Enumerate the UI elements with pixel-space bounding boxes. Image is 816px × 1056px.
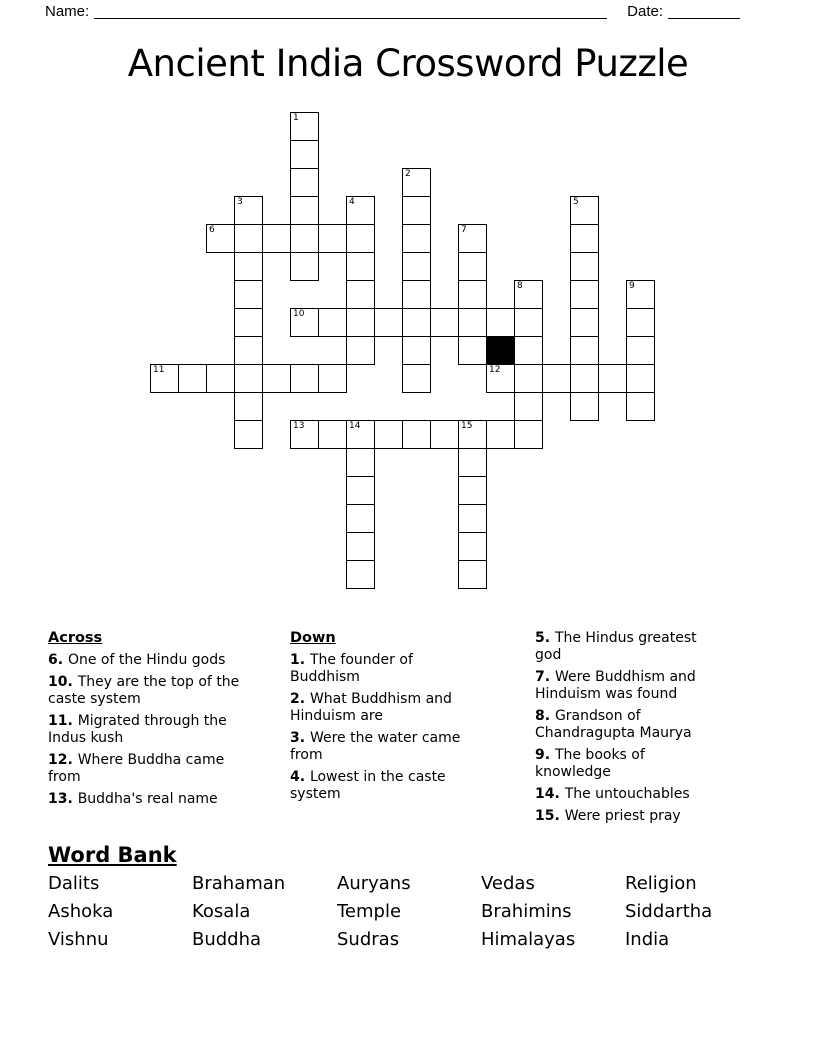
grid-cell bbox=[290, 252, 319, 281]
clue: 13. Buddha's real name bbox=[48, 791, 218, 807]
down-clues-list-2 bbox=[535, 630, 720, 825]
grid-cell bbox=[402, 364, 431, 393]
clue: 14. The untouchables bbox=[535, 786, 690, 802]
grid-cell bbox=[458, 252, 487, 281]
grid-cell bbox=[234, 392, 263, 421]
clue: 10. They are the top of the caste system bbox=[48, 674, 240, 707]
across-heading: Across bbox=[48, 630, 103, 646]
grid-cell bbox=[458, 336, 487, 365]
word-bank-word: Buddha bbox=[192, 929, 262, 950]
grid-cell bbox=[234, 336, 263, 365]
grid-cell bbox=[262, 224, 291, 253]
clue: 8. Grandson of Chandragupta Maurya bbox=[535, 708, 692, 741]
grid-cell bbox=[514, 420, 543, 449]
cell-number: 5 bbox=[573, 197, 579, 207]
grid-cell bbox=[206, 224, 235, 253]
grid-cell bbox=[570, 336, 599, 365]
word-bank-word: Vishnu bbox=[48, 929, 109, 950]
grid-cell bbox=[402, 280, 431, 309]
grid-cell bbox=[458, 448, 487, 477]
grid-cell bbox=[290, 308, 319, 337]
grid-cell bbox=[346, 308, 375, 337]
grid-cell bbox=[234, 196, 263, 225]
grid-cell bbox=[402, 336, 431, 365]
grid-cell bbox=[346, 224, 375, 253]
cell-number: 9 bbox=[629, 281, 635, 291]
clue: 6. One of the Hindu gods bbox=[48, 652, 226, 668]
word-bank-word: Siddartha bbox=[625, 901, 713, 922]
grid-cell bbox=[402, 420, 431, 449]
name-label: Name: bbox=[45, 3, 90, 20]
cell-number: 1 bbox=[293, 113, 299, 123]
cell-number: 8 bbox=[517, 281, 523, 291]
grid-cell bbox=[234, 280, 263, 309]
clue: 15. Were priest pray bbox=[535, 808, 681, 824]
clue-number: 2. bbox=[290, 691, 310, 707]
clue-number: 12. bbox=[48, 752, 78, 768]
word-bank-word: Ashoka bbox=[48, 901, 114, 922]
cell-number: 3 bbox=[237, 197, 243, 207]
clue: 2. What Buddhism and Hinduism are bbox=[290, 691, 452, 724]
clue-number: 10. bbox=[48, 674, 78, 690]
clue-number: 11. bbox=[48, 713, 78, 729]
grid-cell bbox=[486, 420, 515, 449]
grid-cell bbox=[234, 420, 263, 449]
down-heading: Down bbox=[290, 630, 336, 646]
grid-cell bbox=[290, 168, 319, 197]
grid-cell bbox=[458, 560, 487, 589]
word-bank-grid bbox=[48, 873, 770, 951]
grid-cell bbox=[234, 308, 263, 337]
grid-cell bbox=[570, 224, 599, 253]
cell-number: 10 bbox=[293, 309, 305, 319]
cell-number: 14 bbox=[349, 421, 361, 431]
grid-cell bbox=[514, 364, 543, 393]
cell-number: 11 bbox=[153, 365, 165, 375]
word-bank-word: Sudras bbox=[337, 929, 400, 950]
grid-cell bbox=[290, 140, 319, 169]
clue: 12. Where Buddha came from bbox=[48, 752, 225, 785]
grid-cell bbox=[290, 196, 319, 225]
grid-cell bbox=[178, 364, 207, 393]
grid-cell bbox=[626, 308, 655, 337]
cell-number: 15 bbox=[461, 421, 473, 431]
crossword-grid bbox=[150, 112, 655, 589]
word-bank-word: Auryans bbox=[337, 873, 411, 894]
down-clues-column-1 bbox=[290, 630, 468, 808]
grid-cell bbox=[346, 280, 375, 309]
grid-cell bbox=[262, 364, 291, 393]
grid-cell bbox=[458, 476, 487, 505]
clue: 9. The books of knowledge bbox=[535, 747, 645, 780]
date-label: Date: bbox=[627, 3, 663, 20]
grid-cell bbox=[514, 308, 543, 337]
grid-cell bbox=[486, 308, 515, 337]
grid-cell bbox=[570, 252, 599, 281]
cell-number: 7 bbox=[461, 225, 467, 235]
word-bank-word: Kosala bbox=[192, 901, 251, 922]
grid-cell bbox=[234, 252, 263, 281]
clue: 4. Lowest in the caste system bbox=[290, 769, 446, 802]
grid-cell bbox=[458, 308, 487, 337]
grid-cell bbox=[374, 420, 403, 449]
grid-cell bbox=[402, 196, 431, 225]
word-bank-word: Brahaman bbox=[192, 873, 286, 894]
grid-cell bbox=[346, 448, 375, 477]
clue-number: 14. bbox=[535, 786, 565, 802]
clue: 5. The Hindus greatest god bbox=[535, 630, 697, 663]
grid-cell bbox=[346, 252, 375, 281]
word-bank-word: Vedas bbox=[481, 873, 535, 894]
down-clues-list-1 bbox=[290, 652, 468, 803]
grid-cell bbox=[234, 364, 263, 393]
cell-number: 6 bbox=[209, 225, 215, 235]
clue-number: 6. bbox=[48, 652, 68, 668]
across-clues-column bbox=[48, 630, 240, 813]
down-clues-column-2 bbox=[535, 630, 720, 830]
clue-number: 7. bbox=[535, 669, 555, 685]
clue: 11. Migrated through the Indus kush bbox=[48, 713, 227, 746]
grid-cell bbox=[626, 280, 655, 309]
clue: 7. Were Buddhism and Hinduism was found bbox=[535, 669, 696, 702]
clue-number: 3. bbox=[290, 730, 310, 746]
word-bank-word: Himalayas bbox=[481, 929, 576, 950]
word-bank-heading: Word Bank bbox=[48, 843, 177, 867]
grid-cell bbox=[346, 504, 375, 533]
grid-cell bbox=[402, 168, 431, 197]
grid-cell bbox=[402, 224, 431, 253]
word-bank-word: India bbox=[625, 929, 670, 950]
grid-cell bbox=[234, 224, 263, 253]
clue-number: 13. bbox=[48, 791, 78, 807]
grid-cell bbox=[346, 560, 375, 589]
grid-cell bbox=[458, 420, 487, 449]
grid-cell bbox=[570, 392, 599, 421]
page-title: Ancient India Crossword Puzzle bbox=[127, 42, 689, 85]
grid-cell bbox=[458, 224, 487, 253]
grid-cell bbox=[150, 364, 179, 393]
grid-cell bbox=[346, 336, 375, 365]
clue-number: 8. bbox=[535, 708, 555, 724]
grid-cell bbox=[626, 336, 655, 365]
grid-cell bbox=[626, 392, 655, 421]
clue-number: 9. bbox=[535, 747, 555, 763]
grid-cell bbox=[458, 280, 487, 309]
name-blank-line bbox=[94, 3, 607, 19]
cell-number: 4 bbox=[349, 197, 355, 207]
clue-number: 4. bbox=[290, 769, 310, 785]
cell-number: 2 bbox=[405, 169, 411, 179]
grid-cell bbox=[290, 364, 319, 393]
grid-cell bbox=[598, 364, 627, 393]
grid-cell bbox=[430, 308, 459, 337]
grid-cell bbox=[346, 532, 375, 561]
grid-cell bbox=[206, 364, 235, 393]
grid-cell bbox=[290, 224, 319, 253]
blocked-cell bbox=[486, 336, 515, 365]
grid-cell bbox=[458, 504, 487, 533]
grid-cell bbox=[346, 420, 375, 449]
grid-cell bbox=[486, 364, 515, 393]
cell-number: 13 bbox=[293, 421, 305, 431]
grid-cell bbox=[402, 252, 431, 281]
clue-number: 15. bbox=[535, 808, 565, 824]
grid-cell bbox=[570, 196, 599, 225]
grid-cell bbox=[402, 308, 431, 337]
clue: 1. The founder of Buddhism bbox=[290, 652, 413, 685]
grid-cell bbox=[570, 308, 599, 337]
grid-cell bbox=[570, 364, 599, 393]
grid-cell bbox=[514, 336, 543, 365]
grid-cell bbox=[542, 364, 571, 393]
clue-number: 1. bbox=[290, 652, 310, 668]
grid-cell bbox=[318, 420, 347, 449]
grid-cell bbox=[626, 364, 655, 393]
date-blank-line bbox=[668, 3, 740, 19]
name-date-row bbox=[45, 3, 740, 20]
cell-number: 12 bbox=[489, 365, 501, 375]
grid-cell bbox=[514, 280, 543, 309]
word-bank-word: Brahimins bbox=[481, 901, 572, 922]
grid-cell bbox=[290, 112, 319, 141]
grid-cell bbox=[374, 308, 403, 337]
across-clues-list bbox=[48, 652, 240, 808]
grid-cell bbox=[318, 224, 347, 253]
word-bank-word: Dalits bbox=[48, 873, 100, 894]
grid-cell bbox=[290, 420, 319, 449]
clue: 3. Were the water came from bbox=[290, 730, 461, 763]
clue-number: 5. bbox=[535, 630, 555, 646]
grid-cell bbox=[514, 392, 543, 421]
word-bank-word: Temple bbox=[337, 901, 402, 922]
grid-cell bbox=[570, 280, 599, 309]
grid-cell bbox=[430, 420, 459, 449]
grid-cell bbox=[318, 308, 347, 337]
grid-cell bbox=[458, 532, 487, 561]
grid-cell bbox=[346, 196, 375, 225]
grid-cell bbox=[318, 364, 347, 393]
grid-cell bbox=[346, 476, 375, 505]
word-bank-word: Religion bbox=[625, 873, 697, 894]
